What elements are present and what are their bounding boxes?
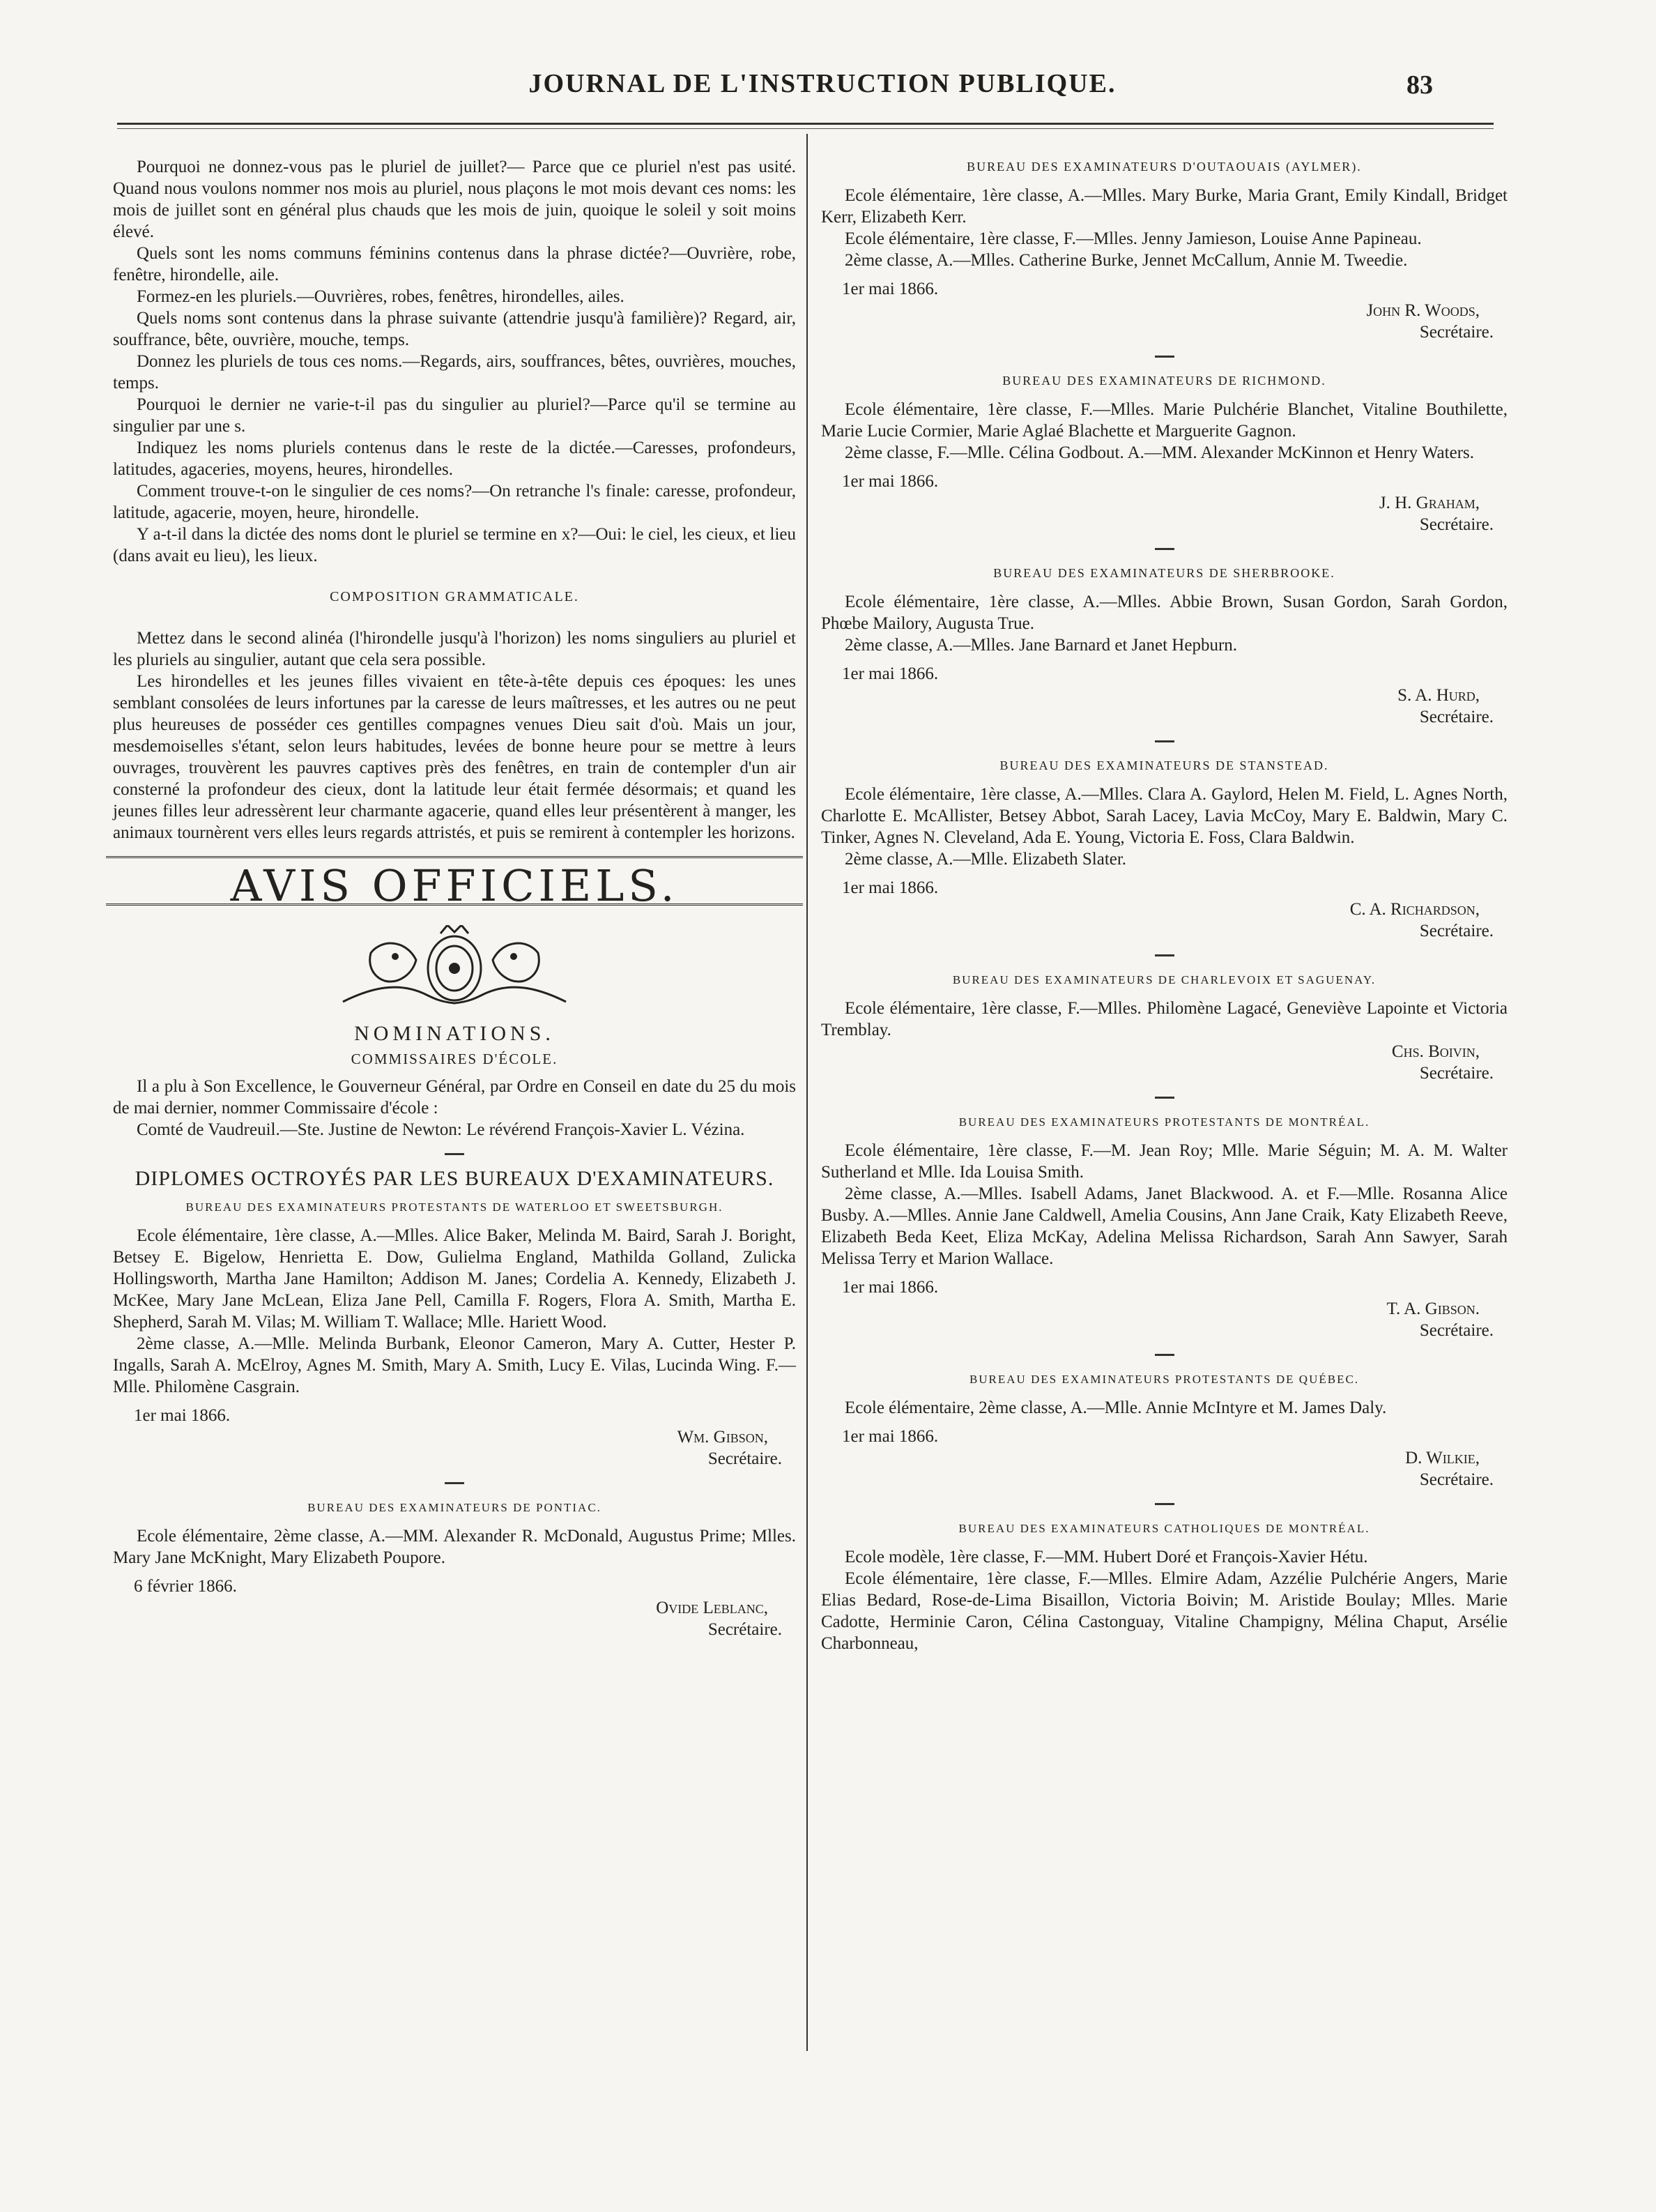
bureau-signature: T. A. Gibson. bbox=[1386, 1299, 1480, 1318]
bureau-paragraph: Ecole élémentaire, 1ère classe, F.—M. Jean Roy; Mlle. Marie Séguin; M. A. M. Walter Sutherland et Mlle. Ida Louisa Smith. bbox=[821, 1141, 1508, 1182]
bureau-paragraph: Ecole élémentaire, 1ère classe, A.—Mlles. Clara A. Gaylord, Helen M. Field, L. Agnes North, Charlotte E. McAllister, Betsey Abbot, Sarah Lacey, Lavia McCoy, Mary E. Baldwin, Mary C. Tinker, Agnes N. Cleveland, Ada E. Young, Victoria E. Foss, Clara Baldwin. bbox=[821, 785, 1508, 847]
bureau-secretary: Secrétaire. bbox=[1419, 922, 1494, 940]
section-dash bbox=[1155, 1503, 1174, 1505]
bureau-heading: BUREAU DES EXAMINATEURS D'OUTAOUAIS (AYLMER). bbox=[967, 160, 1362, 174]
nominations-heading: NOMINATIONS. bbox=[354, 1022, 555, 1045]
bureau-date: 1er mai 1866. bbox=[134, 1406, 231, 1425]
section-dash bbox=[1155, 356, 1174, 358]
section-dash bbox=[1155, 548, 1174, 550]
bureau-heading: BUREAU DES EXAMINATEURS DE PONTIAC. bbox=[307, 1501, 601, 1514]
bureau-paragraph: Ecole élémentaire, 1ère classe, F.—Mlles. Elmire Adam, Azzélie Pulchérie Angers, Marie Elias Bedard, Rose-de-Lima Bisaillon, Victoria Boivin; M. Aristide Boulay; Mlles. Marie Cadotte, Herminie Caron, Célina Castonguay, Vitaline Champigny, Mélina Chaput, Arsélie Charbonneau, bbox=[821, 1569, 1508, 1653]
bureau-paragraph: 2ème classe, A.—Mlles. Isabell Adams, Janet Blackwood. A. et F.—Mlle. Rosanna Alice Busby. A.—Mlles. Annie Jane Caldwell, Amelia Cousins, Ann Jane Craik, Katy Elizabeth Reeve, Elizabeth Beda Keet, Eliza McKay, Adelina Melissa Richardson, Sarah Ann Sawyer, Sarah Melissa Terry et Marion Wallace. bbox=[821, 1184, 1508, 1268]
bureau-paragraph: 2ème classe, A.—Mlles. Jane Barnard et Janet Hepburn. bbox=[845, 636, 1238, 655]
bureau-signature: John R. Woods, bbox=[1366, 301, 1480, 320]
column-divider bbox=[806, 134, 808, 2051]
commissaires-heading: COMMISSAIRES D'ÉCOLE. bbox=[351, 1051, 558, 1067]
left-paragraph: Formez-en les pluriels.—Ouvrières, robes, fenêtres, hirondelles, ailes. bbox=[137, 287, 624, 306]
bureau-secretary: Secrétaire. bbox=[1419, 1321, 1494, 1340]
bureau-secretary: Secrétaire. bbox=[1419, 1470, 1494, 1489]
bureau-signature: D. Wilkie, bbox=[1405, 1449, 1480, 1467]
left-paragraph: Y a-t-il dans la dictée des noms dont le pluriel se termine en x?—Oui: le ciel, les cieux, et lieu (dans avait eu lieu), les lieux. bbox=[113, 525, 796, 565]
left-paragraph: Comment trouve-t-on le singulier de ces noms?—On retranche l's finale: caresse, profondeur, latitude, agacerie, moyen, heure, hirondelle. bbox=[113, 482, 796, 522]
bureau-heading: BUREAU DES EXAMINATEURS PROTESTANTS DE MONTRÉAL. bbox=[958, 1115, 1370, 1129]
bureau-paragraph: Ecole élémentaire, 2ème classe, A.—MM. Alexander R. McDonald, Augustus Prime; Mlles. Mary Jane McKnight, Mary Elizabeth Poupore. bbox=[113, 1527, 796, 1567]
left-paragraph: Indiquez les noms pluriels contenus dans le reste de la dictée.—Caresses, profondeurs, latitudes, agaceries, moyens, heures, hirondelles. bbox=[113, 438, 796, 479]
section-dash bbox=[1155, 954, 1174, 956]
bureau-paragraph: Ecole élémentaire, 1ère classe, A.—Mlles. Alice Baker, Melinda M. Baird, Sarah J. Boright, Betsey E. Bigelow, Henrietta E. Dow, Gulielma England, Mathilda Golland, Zulicka Hollingsworth, Martha Jane Hamilton; Addison M. Janes; Cordelia A. Kennedy, Elizabeth J. McKee, Mary Jane McLean, Eliza Jane Pell, Camilla F. Rogers, Flora A. Smith, Martha E. Shepherd, Sarah M. Vilas; M. William T. Wallace; Mlle. Hariett Wood. bbox=[113, 1226, 796, 1332]
header-rule-thin bbox=[117, 128, 1494, 129]
bureau-date: 1er mai 1866. bbox=[842, 472, 939, 491]
bureau-paragraph: 2ème classe, A.—Mlle. Melinda Burbank, Eleonor Cameron, Mary A. Cutter, Hester P. Ingalls, Sarah A. McElroy, Agnes M. Smith, Mary A. Smith, Lucy E. Vilas, Lucinda Wing. F.—Mlle. Philomène Casgrain. bbox=[113, 1334, 796, 1396]
section-dash bbox=[1155, 1354, 1174, 1356]
bureau-secretary: Secrétaire. bbox=[1419, 323, 1494, 342]
bureau-heading: BUREAU DES EXAMINATEURS DE RICHMOND. bbox=[1002, 374, 1326, 388]
bureau-paragraph: 2ème classe, F.—Mlle. Célina Godbout. A.—MM. Alexander McKinnon et Henry Waters. bbox=[845, 443, 1475, 462]
bureau-secretary: Secrétaire. bbox=[1419, 515, 1494, 534]
section-dash bbox=[1155, 740, 1174, 742]
bureau-signature: S. A. Hurd, bbox=[1397, 686, 1480, 705]
bureau-paragraph: Ecole élémentaire, 2ème classe, A.—Mlle. Annie McIntyre et M. James Daly. bbox=[845, 1398, 1387, 1417]
bureau-date: 1er mai 1866. bbox=[842, 280, 939, 298]
section-dash bbox=[445, 1153, 464, 1155]
avis-officiels-heading: AVIS OFFICIELS. bbox=[230, 860, 679, 911]
composition-paragraph: Les hirondelles et les jeunes filles vivaient en tête-à-tête depuis ces époques: les unes semblant consolées de leurs infortunes par la caresse de leurs maîtresses, et les autres ou ne peut plus heureuses de posséder ces gentilles compagnes venues Dieu sait d'où. Mais un jour, mesdemoiselles s'étant, selon leurs habitudes, levées de bonne heure pour se mettre à leurs ouvrages, trouvèrent les pauvres captives près des fenêtres, en train de contempler d'un air consterné la profondeur des cieux, dont la latitude leur était fermée désormais; et quand les jeunes filles leur adressèrent leur charmante agacerie, quand elles leur présentèrent à manger, les animaux tournèrent vers elles leurs regards attristés, et puis se remirent à contempler les horizons. bbox=[113, 672, 796, 842]
bureau-paragraph: Ecole élémentaire, 1ère classe, A.—Mlles. Mary Burke, Maria Grant, Emily Kindall, Bridget Kerr, Elizabeth Kerr. bbox=[821, 186, 1508, 227]
bureau-date: 1er mai 1866. bbox=[842, 664, 939, 683]
bureau-paragraph: Ecole élémentaire, 1ère classe, F.—Mlles. Marie Pulchérie Blanchet, Vitaline Bouthilette, Marie Lucie Cormier, Marie Aglaé Blachette et Marguerite Gagnon. bbox=[821, 400, 1508, 441]
nominations-paragraph: Il a plu à Son Excellence, le Gouverneur Général, par Ordre en Conseil en date du 25 du mois de mai dernier, nommer Commissaire d'école : bbox=[113, 1077, 796, 1118]
bureau-signature: C. A. Richardson, bbox=[1349, 900, 1480, 919]
section-dash bbox=[445, 1482, 464, 1484]
diplomes-heading: DIPLOMES OCTROYÉS PAR LES BUREAUX D'EXAMINATEURS. bbox=[135, 1167, 774, 1190]
bureau-heading: BUREAU DES EXAMINATEURS PROTESTANTS DE WATERLOO ET SWEETSBURGH. bbox=[185, 1200, 723, 1214]
bureau-paragraph: Ecole élémentaire, 1ère classe, F.—Mlles. Philomène Lagacé, Geneviève Lapointe et Victoria Tremblay. bbox=[821, 999, 1508, 1039]
bureau-secretary: Secrétaire. bbox=[707, 1449, 782, 1468]
composition-paragraph: Mettez dans le second alinéa (l'hirondelle jusqu'à l'horizon) les noms singuliers au pluriel et les pluriels au singulier, autant que cela sera possible. bbox=[113, 629, 796, 669]
bureau-paragraph: 2ème classe, A.—Mlle. Elizabeth Slater. bbox=[845, 850, 1127, 869]
bureau-paragraph: Ecole modèle, 1ère classe, F.—MM. Hubert Doré et François-Xavier Hétu. bbox=[845, 1548, 1368, 1566]
bureau-secretary: Secrétaire. bbox=[1419, 1064, 1494, 1083]
bureau-signature: Ovide Leblanc, bbox=[656, 1599, 768, 1617]
section-dash bbox=[1155, 1097, 1174, 1099]
journal-title: JOURNAL DE L'INSTRUCTION PUBLIQUE. bbox=[528, 69, 1117, 98]
bureau-heading: BUREAU DES EXAMINATEURS DE STANSTEAD. bbox=[999, 758, 1329, 772]
royal-arms-icon bbox=[329, 925, 580, 1016]
bureau-heading: BUREAU DES EXAMINATEURS DE CHARLEVOIX ET SAGUENAY. bbox=[952, 973, 1377, 986]
bureau-paragraph: Ecole élémentaire, 1ère classe, F.—Mlles. Jenny Jamieson, Louise Anne Papineau. bbox=[845, 229, 1422, 248]
bureau-date: 1er mai 1866. bbox=[842, 1278, 939, 1297]
bureau-paragraph: Ecole élémentaire, 1ère classe, A.—Mlles. Abbie Brown, Susan Gordon, Sarah Gordon, Phœbe Mailory, Augusta True. bbox=[821, 593, 1508, 633]
bureau-date: 1er mai 1866. bbox=[842, 1427, 939, 1446]
bureau-heading: BUREAU DES EXAMINATEURS PROTESTANTS DE QUÉBEC. bbox=[969, 1373, 1360, 1386]
page-number: 83 bbox=[1406, 70, 1433, 100]
composition-heading: COMPOSITION GRAMMATICALE. bbox=[330, 589, 579, 604]
bureau-paragraph: 2ème classe, A.—Mlles. Catherine Burke, Jennet McCallum, Annie M. Tweedie. bbox=[845, 251, 1408, 270]
left-paragraph: Quels noms sont contenus dans la phrase suivante (attendrie jusqu'à familière)? Regard, air, souffrance, bête, ouvrière, mouche, temps. bbox=[113, 309, 796, 349]
bureau-heading: BUREAU DES EXAMINATEURS DE SHERBROOKE. bbox=[993, 566, 1335, 580]
right-column bbox=[821, 156, 1508, 1654]
bureau-signature: Chs. Boivin, bbox=[1391, 1042, 1480, 1061]
left-paragraph: Pourquoi ne donnez-vous pas le pluriel de juillet?— Parce que ce pluriel n'est pas usité. Quand nous voulons nommer nos mois au pluriel, nous plaçons le mot mois devant ces noms: les mois de juillet sont en général plus chauds que les mois de juin, quoique le soleil y soit moins élevé. bbox=[113, 158, 796, 241]
left-column bbox=[113, 156, 796, 1640]
bureau-date: 1er mai 1866. bbox=[842, 878, 939, 897]
bureau-heading: BUREAU DES EXAMINATEURS CATHOLIQUES DE MONTRÉAL. bbox=[958, 1522, 1370, 1535]
bureau-secretary: Secrétaire. bbox=[1419, 708, 1494, 726]
bureau-secretary: Secrétaire. bbox=[707, 1620, 782, 1639]
left-paragraph: Donnez les pluriels de tous ces noms.—Regards, airs, souffrances, bêtes, ouvrières, mouches, temps. bbox=[113, 352, 796, 392]
header-rule bbox=[117, 123, 1494, 125]
bureau-signature: J. H. Graham, bbox=[1379, 494, 1480, 512]
left-paragraph: Quels sont les noms communs féminins contenus dans la phrase dictée?—Ouvrière, robe, fenêtre, hirondelle, aile. bbox=[113, 244, 796, 284]
left-paragraph: Pourquoi le dernier ne varie-t-il pas du singulier au pluriel?—Parce qu'il se termine au singulier par une s. bbox=[113, 395, 796, 436]
nominations-paragraph: Comté de Vaudreuil.—Ste. Justine de Newton: Le révérend François-Xavier L. Vézina. bbox=[137, 1120, 745, 1139]
bureau-signature: Wm. Gibson, bbox=[677, 1428, 768, 1447]
bureau-date: 6 février 1866. bbox=[134, 1577, 237, 1596]
